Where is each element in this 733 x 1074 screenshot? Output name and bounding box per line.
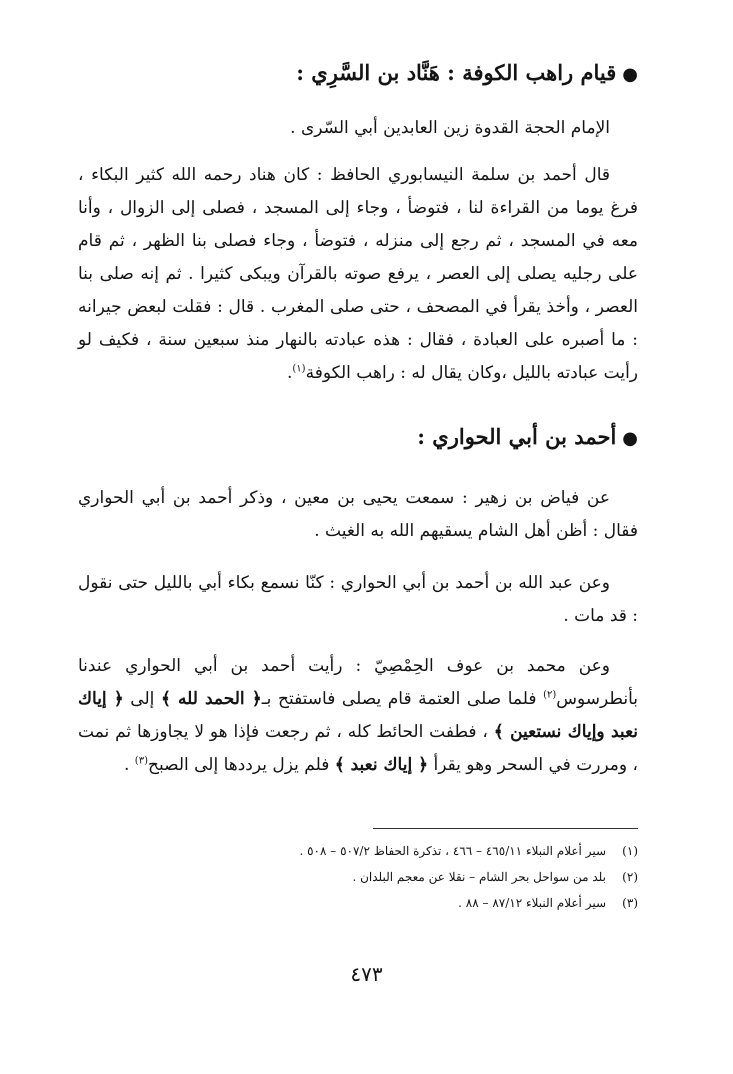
heading-text: أحمد بن أبي الحواري : [417,424,617,449]
body-text: قال أحمد بن سلمة النيسابوري الحافظ : كان هناد رحمه الله كثير البكاء ، فرغ يوما من القراءة لنا ، فتوضأ ، وجاء إلى المسجد ، فصلى إلى الزوال ، وأنا معه في المسجد ، ثم رجع إلى منزله ، فتوضأ ، وجاء فصلى بنا الظهر ، ثم قام على رجليه يصلى إلى العصر ، يرفع صوته بالقرآن ويبكى كثيرا . ثم إنه صلى بنا العصر ، وأخذ يقرأ في المصحف ، حتى صلى المغرب . قال : فقلت لبعض جيرانه : ما أصبره على العبادة ، فقال : هذه عبادته بالنهار منذ سبعين سنة ، فكيف لو رأيت عبادته بالليل ،وكان يقال له : راهب الكوفة [78,165,638,383]
footnotes-list [78,838,638,916]
para-text: فلم يزل يرددها إلى الصبح [147,755,335,775]
footnote-text: سير أعلام النبلاء ٤٦٥/١١ – ٤٦٦ ، تذكرة الحفاظ ٥٠٧/٢ – ٥٠٨ . [299,844,606,858]
paragraph-muhammad [78,650,638,782]
footnote-item [78,838,638,864]
paragraph-abdullah: وعن عبد الله بن أحمد بن أبي الحواري : كنّا نسمع بكاء أبي بالليل حتى نقول : قد مات . [78,573,638,626]
para-text: ، فطفت الحائط كله ، ثم رجعت فإذا هو لا يجاوزها ثم نمت ، ومررت في السحر وهو يقرأ [78,722,638,775]
section-body-hannad [78,159,638,390]
footnote-ref: (١) [292,363,306,375]
bullet-icon: ● [622,428,638,449]
footnote-number: (١) [622,844,638,858]
quran-quote: ﴿ الحمد لله ﴾ [160,689,262,709]
paragraph-fayyad: عن فياض بن زهير : سمعت يحيى بن معين ، وذكر أحمد بن أبي الحواري فقال : أظن أهل الشام يسقيهم الله به الغيث . [78,488,638,541]
footnote-number: (٢) [622,870,638,884]
section-subtitle: الإمام الحجة القدوة زين العابدين أبي السّرى . [290,118,610,138]
footnote-item [78,890,638,916]
heading-text: قيام راهب الكوفة : هَنَّاد بن السَّرِي : [296,60,617,85]
body-end: . [286,363,293,383]
para-text: إلى [123,689,161,709]
bullet-icon: ● [622,64,638,85]
para-text: وعن محمد بن عوف الحِمْصِيّ : رأيت أحمد بن أبي الحواري عندنا بأنطرسوس [78,656,639,709]
footnote-divider [373,828,638,829]
footnote-ref: (٣) [134,755,148,767]
quran-quote: ﴿ إياك نعبد ﴾ [334,755,429,775]
para-text: فلما صلى العتمة قام يصلى فاستفتح بـ [261,689,544,709]
section-heading-ahmad [78,422,638,454]
footnote-ref: (٢) [543,689,557,701]
footnote-text: بلد من سواحل بحر الشام – نقلا عن معجم البلدان . [352,870,606,884]
para-text: . [123,755,135,775]
footnote-item [78,864,638,890]
quran-quote: ﴿ إياك نعبد وإياك نستعين ﴾ [78,689,638,742]
page-number: ٤٧٣ [350,962,383,986]
section-heading-hannad [78,58,638,90]
footnote-text: سير أعلام النبلاء ٨٧/١٢ – ٨٨ . [458,896,606,910]
footnote-number: (٣) [622,896,638,910]
